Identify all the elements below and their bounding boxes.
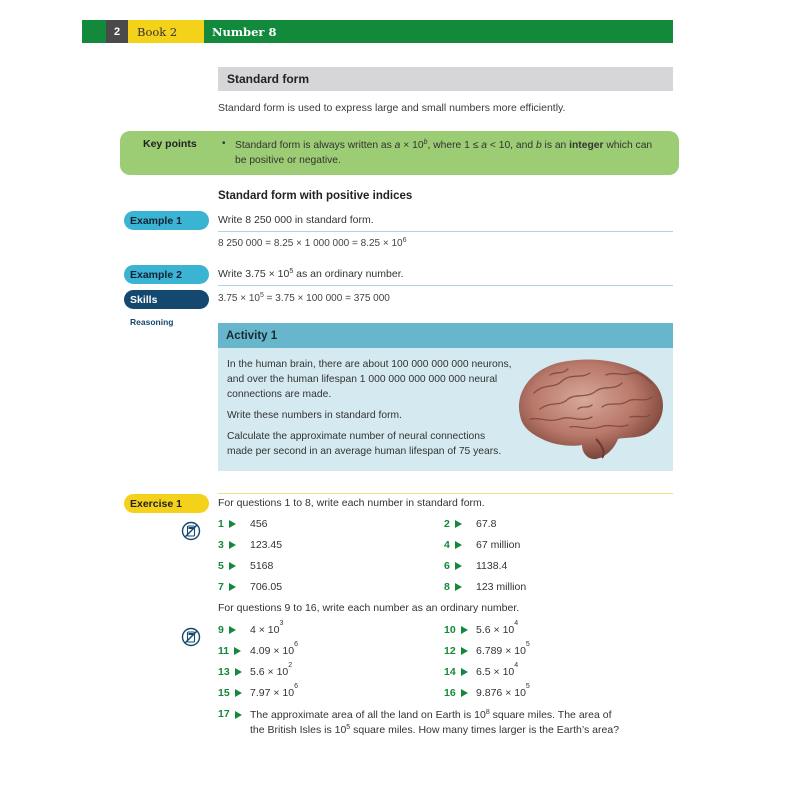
question-17: 17 The approximate area of all the land on Earth is $10^8$ square miles. The area of the British Isles is $10^5$ square miles. How many times larger is the Earth’s area? <box>218 708 620 736</box>
activity-title: Activity 1 <box>218 323 673 348</box>
question-16: 16 9.876 × 10 5 <box>444 683 530 699</box>
no-calculator-icon <box>181 627 201 647</box>
section-title: Standard form <box>218 67 673 91</box>
skill-reasoning: Reasoning <box>130 317 174 327</box>
example-2-question: Write $3.75 \times 10^5$ as an ordinary number. <box>218 268 404 280</box>
question-8: 8 123 million <box>444 581 527 593</box>
question-2: 2 67.8 <box>444 518 497 530</box>
question-9: 9 4 × 10 3 <box>218 620 284 636</box>
skills-tab: Skills <box>124 290 209 309</box>
subheading: Standard form with positive indices <box>218 190 413 202</box>
section-intro: Standard form is used to express large and small numbers more efficiently. <box>218 102 566 114</box>
activity-paragraph: Calculate the approximate number of neural connections made per second in an average human lifespan of 75 years. <box>227 431 502 457</box>
exercise-1-tab: Exercise 1 <box>124 494 209 513</box>
question-15: 15 7.97 × 10 6 <box>218 683 298 699</box>
question-12: 12 6.789 × 10 5 <box>444 641 530 657</box>
question-4: 4 67 million <box>444 539 521 551</box>
divider <box>218 231 673 232</box>
example-1-working: 8 250 000 = 8.25 × 1 000 $000 = 8.25 \times 10^6$ <box>218 237 407 249</box>
activity-paragraph: In the human brain, there are about 100 000 000 000 neurons, and over the human lifespan 1 000 000 000 000 000 neural connections are made. <box>227 359 512 400</box>
divider <box>218 285 673 286</box>
divider <box>218 493 673 494</box>
page-number: 2 <box>106 20 128 43</box>
key-points-text: Standard form is always written as $a \times 10^b$, where 1 ≤ a < 10, and b is an integer which can be positive or negative. <box>235 139 653 166</box>
example-2-working: $3.75 \times 10^5 = 3.75 \times 100$ 000 = 375 000 <box>218 292 390 304</box>
question-14: 14 6.5 × 10 4 <box>444 662 519 678</box>
question-3: 3 123.45 <box>218 539 283 551</box>
key-points-box <box>120 131 679 175</box>
chapter-header <box>82 20 673 43</box>
no-calculator-icon <box>181 521 201 541</box>
question-5: 5 5168 <box>218 560 274 572</box>
example-1-tab: Example 1 <box>124 211 209 230</box>
question-13: 13 5.6 × 10 2 <box>218 662 293 678</box>
brain-image <box>510 353 670 463</box>
example-1-question: Write 8 250 000 in standard form. <box>218 214 374 226</box>
activity-body <box>227 357 512 465</box>
book-label: Book 2 <box>128 20 204 43</box>
question-1: 1 456 <box>218 518 268 530</box>
key-points-label: Key points <box>143 138 197 150</box>
question-10: 10 5.6 × 10 4 <box>444 620 519 636</box>
bullet: • <box>222 138 226 149</box>
example-2-tab: Example 2 <box>124 265 209 284</box>
question-6: 6 1138.4 <box>444 560 508 572</box>
exercise-instruction-1: For questions 1 to 8, write each number in standard form. <box>218 497 485 509</box>
activity-paragraph: Write these numbers in standard form. <box>227 410 402 421</box>
chapter-title: Number 8 <box>212 24 277 39</box>
exercise-instruction-2: For questions 9 to 16, write each number as an ordinary number. <box>218 602 520 614</box>
question-7: 7 706.05 <box>218 581 283 593</box>
activity-box <box>218 323 673 471</box>
question-11: 11 4.09 × 10 6 <box>218 641 298 657</box>
